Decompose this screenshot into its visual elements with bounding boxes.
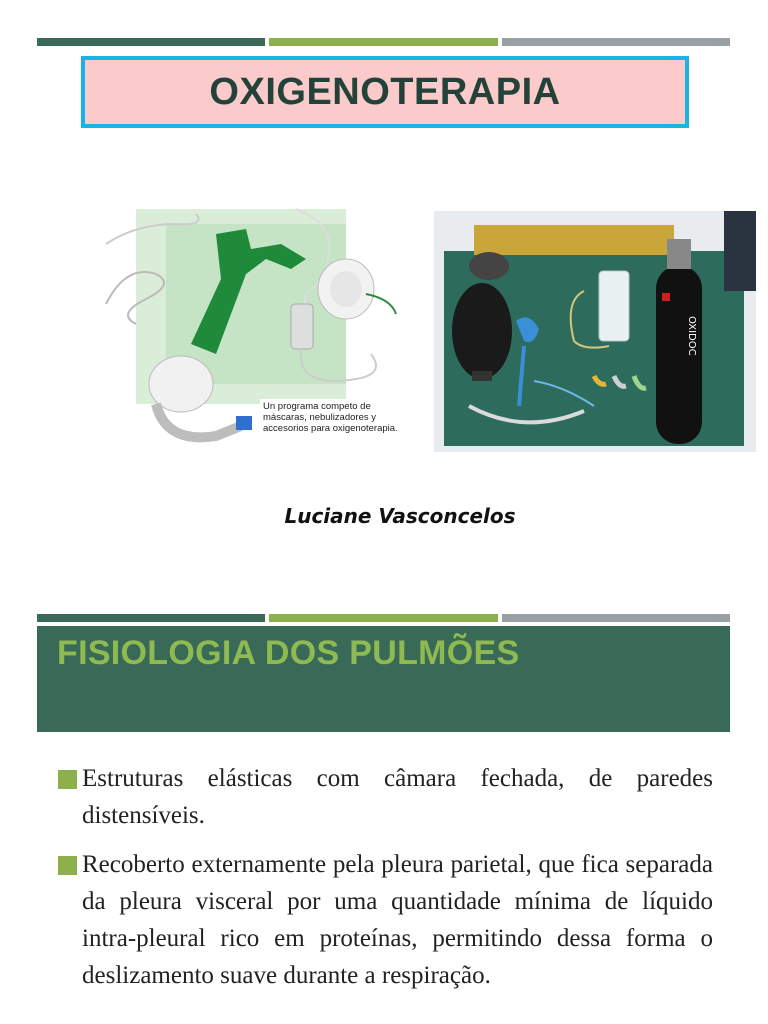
bullet-item [58, 760, 713, 834]
accent-bar-light-green [269, 38, 497, 46]
accent-bar-gray [502, 38, 730, 46]
accent-bar-dark-green [37, 614, 265, 622]
slide-title: OXIGENOTERAPIA [209, 70, 561, 113]
top-accent-bars [37, 38, 730, 46]
oxygen-masks-image [96, 204, 411, 454]
section-accent-bars [37, 614, 730, 622]
section-header [37, 626, 730, 732]
title-box [81, 56, 689, 128]
accent-bar-gray [502, 614, 730, 622]
bullet-square-icon [58, 770, 77, 789]
bullet-item [58, 846, 713, 994]
image-caption: Un programa competo de máscaras, nebulizadores y accesorios para oxigenoterapia. [260, 399, 410, 439]
bullet-text: Estruturas elásticas com câmara fechada, de paredes distensíveis. [82, 765, 713, 829]
section-heading: FISIOLOGIA DOS PULMÕES [57, 634, 520, 672]
oxygen-kit-illustration [434, 211, 756, 452]
bullet-text: Recoberto externamente pela pleura parietal, que fica separada da pleura visceral por uma quantidade mínima de líquido intra-pleural rico em proteínas, permitindo dessa forma o deslizamento suave durante a respiração. [82, 851, 713, 989]
accent-bar-dark-green [37, 38, 265, 46]
author-name: Luciane Vasconcelos [284, 504, 516, 528]
oxygen-kit-image [434, 211, 756, 452]
bullet-square-icon [58, 856, 77, 875]
accent-bar-light-green [269, 614, 497, 622]
cylinder-label: OXIDOC [686, 316, 697, 356]
bullet-list [58, 760, 713, 1006]
